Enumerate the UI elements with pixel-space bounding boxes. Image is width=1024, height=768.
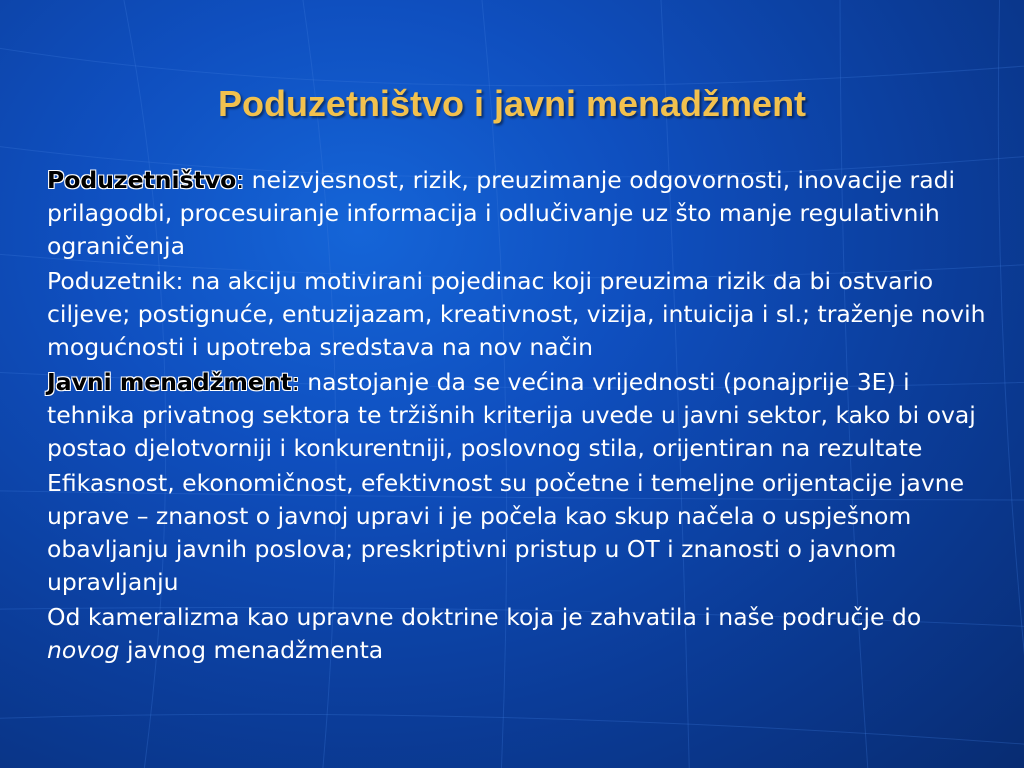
paragraph-poduzetnistvo [47, 164, 997, 263]
paragraph-text: Efikasnost, ekonomičnost, efektivnost su početne i temeljne orijentacije javne uprave – znanost o javnoj upravi i je počela kao skup načela o uspješnom obavljanju javnih poslova; preskriptivni pristup u OT i znanosti o javnom upravljanju [47, 469, 965, 596]
paragraph-italic-word: novog [47, 636, 120, 664]
paragraph-poduzetnik [47, 265, 997, 364]
paragraph-kameralizam [47, 601, 997, 667]
term-poduzetnistvo: Poduzetništvo [47, 166, 237, 194]
paragraph-efikasnost [47, 467, 997, 599]
slide-title: Poduzetništvo i javni menadžment [217, 83, 807, 124]
paragraph-text: Poduzetnik: na akciju motivirani pojedinac koji preuzima rizik da bi ostvario ciljeve; postignuće, entuzijazam, kreativnost, vizija, intuicija i sl.; traženje novih mogućnosti i upotreba sredstava na nov način [47, 267, 986, 361]
paragraph-javni-menadzment [47, 366, 997, 465]
term-colon: : [291, 368, 300, 396]
term-javni-menadzment: Javni menadžment [47, 368, 292, 396]
paragraph-text-before: Od kameralizma kao upravne doktrine koja je zahvatila i naše područje do [47, 603, 922, 631]
definition-text: neizvjesnost, rizik, preuzimanje odgovornosti, inovacije radi prilagodbi, procesuiranje informacija i odlučivanje uz što manje regulativnih ograničenja [47, 166, 956, 260]
paragraph-text-after: javnog menadžmenta [119, 636, 384, 664]
term-colon: : [236, 166, 245, 194]
definition-text: nastojanje da se većina vrijednosti (ponajprije 3E) i tehnika privatnog sektora te tržišnih kriterija uvede u javni sektor, kako bi ovaj postao djelotvorniji i konkurentniji, poslovnog stila, orijentiran na rezultate [47, 368, 976, 462]
slide-body [47, 164, 997, 669]
